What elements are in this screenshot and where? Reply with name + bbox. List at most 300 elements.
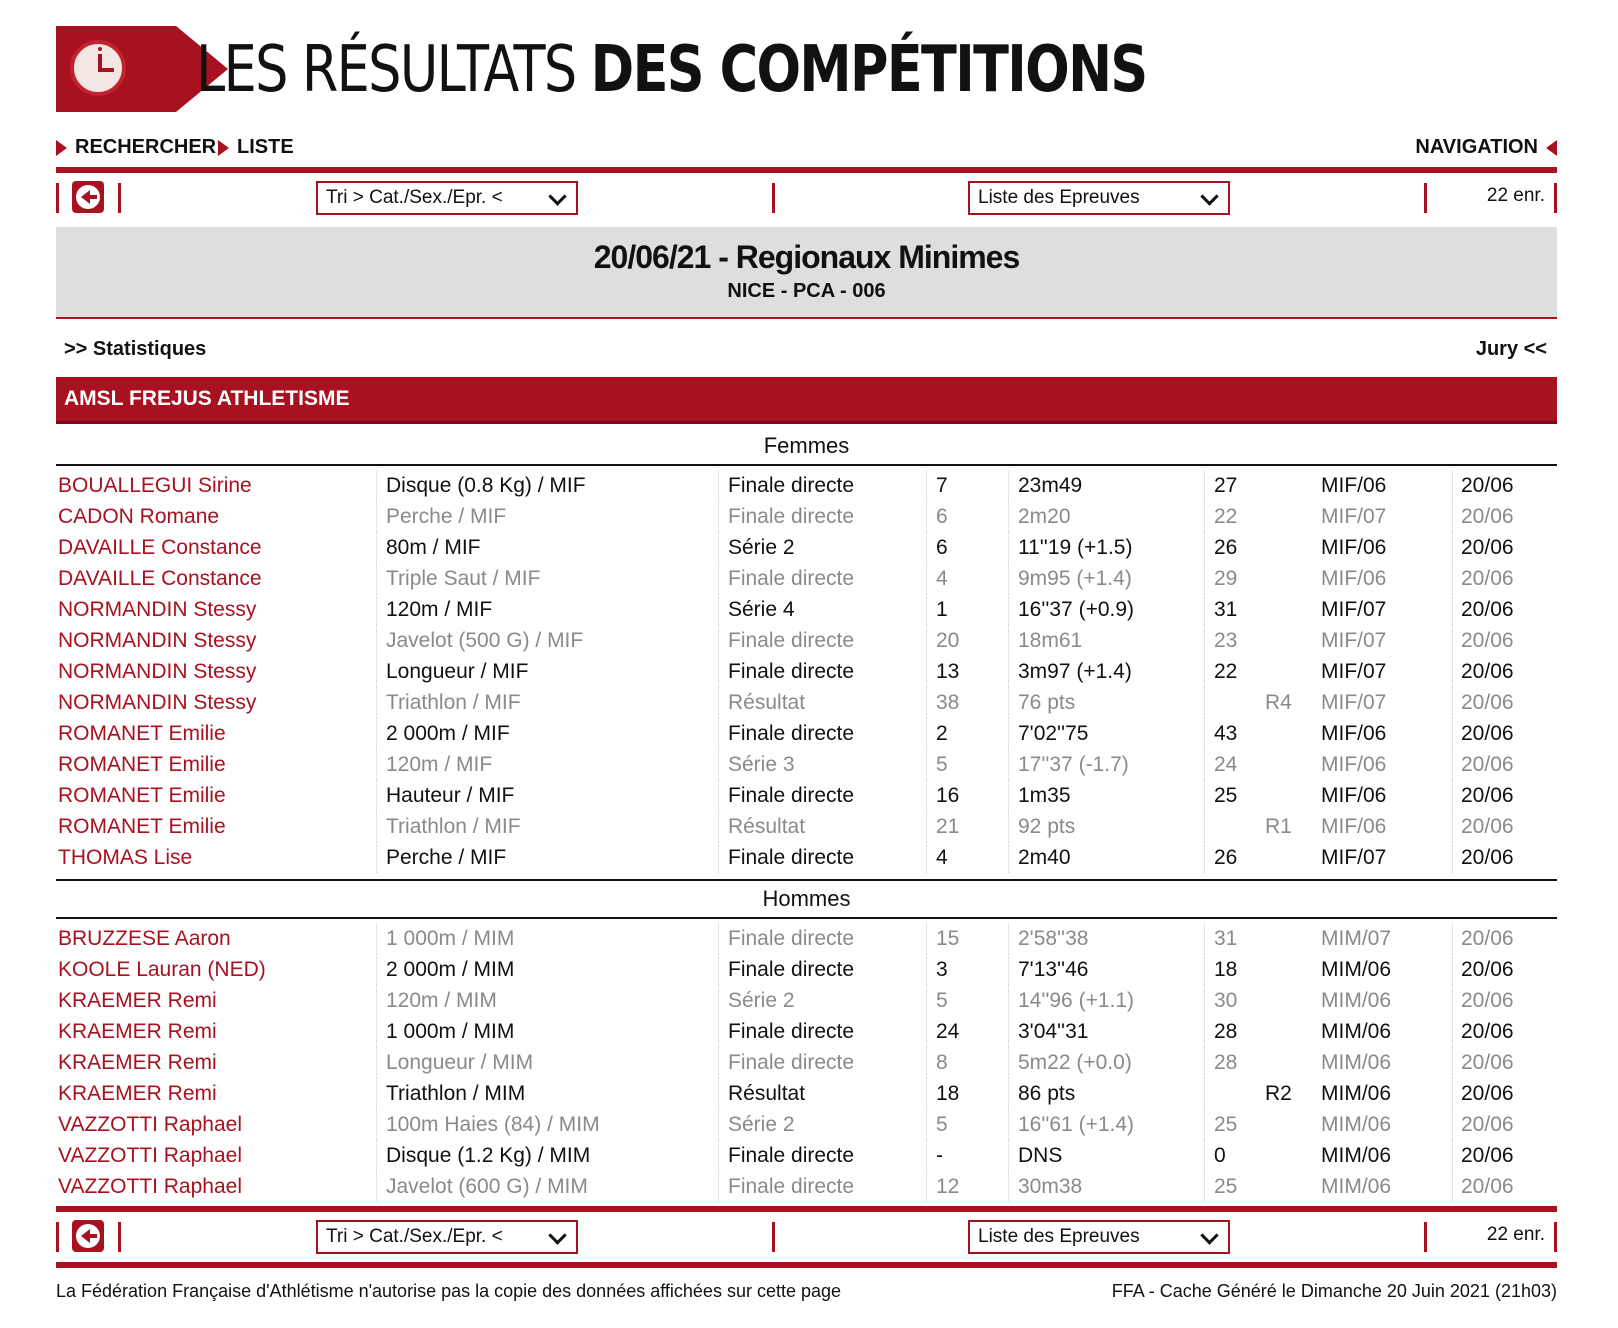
category: MIF/06 bbox=[1321, 567, 1387, 590]
table-row bbox=[56, 501, 1557, 532]
athlete-name[interactable]: KRAEMER Remi bbox=[58, 1082, 217, 1105]
toolbar-bottom-line bbox=[56, 1262, 1557, 1268]
athlete-name[interactable]: DAVAILLE Constance bbox=[58, 567, 262, 590]
category: MIF/07 bbox=[1321, 505, 1387, 528]
column-separator bbox=[718, 501, 719, 532]
round-name: Finale directe bbox=[728, 927, 855, 950]
table-row bbox=[56, 954, 1557, 985]
column-separator bbox=[926, 1016, 927, 1047]
event-name: Disque (1.2 Kg) / MIM bbox=[386, 1144, 591, 1167]
category: MIF/06 bbox=[1321, 784, 1387, 807]
athlete-name[interactable]: VAZZOTTI Raphael bbox=[58, 1175, 242, 1198]
date: 20/06 bbox=[1461, 660, 1514, 683]
event-name: 1 000m / MIM bbox=[386, 927, 515, 950]
cache-info: FFA - Cache Généré le Dimanche 20 Juin 2021 (21h03) bbox=[1111, 1281, 1557, 1301]
toolbar-divider bbox=[56, 1222, 59, 1252]
category: MIF/06 bbox=[1321, 474, 1387, 497]
table-row bbox=[56, 1078, 1557, 1109]
toolbar-divider bbox=[56, 183, 59, 213]
column-separator bbox=[1452, 625, 1453, 656]
competition-header bbox=[56, 227, 1557, 319]
event-name: 2 000m / MIM bbox=[386, 958, 515, 981]
place: 1 bbox=[936, 598, 948, 621]
column-separator bbox=[376, 501, 377, 532]
performance: 92 pts bbox=[1018, 815, 1076, 838]
place: 24 bbox=[936, 1020, 960, 1043]
column-separator bbox=[1204, 985, 1205, 1016]
event-name: 2 000m / MIF bbox=[386, 722, 510, 745]
column-separator bbox=[926, 470, 927, 501]
column-separator bbox=[1452, 985, 1453, 1016]
category: MIM/06 bbox=[1321, 1082, 1392, 1105]
table-row bbox=[56, 1016, 1557, 1047]
statistics-link[interactable]: >> Statistiques bbox=[64, 338, 207, 360]
column-separator bbox=[1204, 594, 1205, 625]
performance: 86 pts bbox=[1018, 1082, 1076, 1105]
table-row bbox=[56, 780, 1557, 811]
date: 20/06 bbox=[1461, 629, 1514, 652]
column-separator bbox=[1008, 780, 1009, 811]
athlete-name[interactable]: KRAEMER Remi bbox=[58, 989, 217, 1012]
column-separator bbox=[1204, 718, 1205, 749]
table-row bbox=[56, 563, 1557, 594]
column-separator bbox=[926, 985, 927, 1016]
column-separator bbox=[926, 811, 927, 842]
event-name: Hauteur / MIF bbox=[386, 784, 515, 807]
column-separator bbox=[1204, 625, 1205, 656]
toolbar-divider bbox=[772, 183, 775, 213]
column-separator bbox=[1204, 563, 1205, 594]
column-separator bbox=[718, 749, 719, 780]
search-link[interactable] bbox=[56, 134, 216, 160]
sort-select-bottom[interactable] bbox=[316, 1220, 578, 1254]
round-name: Finale directe bbox=[728, 958, 855, 981]
date: 20/06 bbox=[1461, 1051, 1514, 1074]
points: 25 bbox=[1214, 1175, 1238, 1198]
column-separator bbox=[718, 625, 719, 656]
toolbar-bottom bbox=[56, 1206, 1557, 1256]
event-name: 80m / MIF bbox=[386, 536, 481, 559]
column-separator bbox=[718, 1047, 719, 1078]
date: 20/06 bbox=[1461, 598, 1514, 621]
points: 0 bbox=[1214, 1144, 1226, 1167]
column-separator bbox=[1008, 1109, 1009, 1140]
table-row bbox=[56, 625, 1557, 656]
place: 21 bbox=[936, 815, 960, 838]
column-separator bbox=[1452, 501, 1453, 532]
events-select[interactable] bbox=[968, 181, 1230, 215]
round-name: Série 2 bbox=[728, 989, 795, 1012]
column-separator bbox=[1452, 656, 1453, 687]
column-separator bbox=[1204, 687, 1205, 718]
athlete-name[interactable]: NORMANDIN Stessy bbox=[58, 598, 257, 621]
event-name: Triathlon / MIF bbox=[386, 815, 521, 838]
column-separator bbox=[1452, 594, 1453, 625]
triangle-right-icon bbox=[56, 140, 67, 156]
athlete-name[interactable]: VAZZOTTI Raphael bbox=[58, 1113, 242, 1136]
column-separator bbox=[1452, 563, 1453, 594]
sort-select[interactable] bbox=[316, 181, 578, 215]
section-men: Hommes bbox=[56, 879, 1557, 919]
column-separator bbox=[1008, 1140, 1009, 1171]
column-separator bbox=[1204, 954, 1205, 985]
triangle-left-icon bbox=[1546, 140, 1557, 156]
place: 38 bbox=[936, 691, 960, 714]
performance: 5m22 (+0.0) bbox=[1018, 1051, 1132, 1074]
column-separator bbox=[376, 1140, 377, 1171]
athlete-name[interactable]: ROMANET Emilie bbox=[58, 784, 226, 807]
column-separator bbox=[718, 1140, 719, 1171]
column-separator bbox=[376, 687, 377, 718]
column-separator bbox=[376, 718, 377, 749]
ranking-code: R1 bbox=[1265, 815, 1292, 838]
place: 18 bbox=[936, 1082, 960, 1105]
column-separator bbox=[1452, 842, 1453, 873]
column-separator bbox=[1452, 470, 1453, 501]
back-arrow-icon bbox=[76, 1224, 100, 1248]
column-separator bbox=[926, 954, 927, 985]
points: 30 bbox=[1214, 989, 1238, 1012]
column-separator bbox=[718, 1171, 719, 1202]
column-separator bbox=[926, 563, 927, 594]
table-row bbox=[56, 842, 1557, 873]
column-separator bbox=[718, 532, 719, 563]
date: 20/06 bbox=[1461, 989, 1514, 1012]
performance: 30m38 bbox=[1018, 1175, 1083, 1198]
record-count: 22 enr. bbox=[1486, 185, 1545, 206]
date: 20/06 bbox=[1461, 927, 1514, 950]
performance: 23m49 bbox=[1018, 474, 1083, 497]
round-name: Finale directe bbox=[728, 474, 855, 497]
column-separator bbox=[718, 718, 719, 749]
column-separator bbox=[1452, 718, 1453, 749]
round-name: Résultat bbox=[728, 691, 806, 714]
date: 20/06 bbox=[1461, 536, 1514, 559]
back-button[interactable] bbox=[72, 181, 104, 213]
place: 7 bbox=[936, 474, 948, 497]
column-separator bbox=[1452, 1171, 1453, 1202]
column-separator bbox=[718, 954, 719, 985]
toolbar-divider bbox=[118, 1222, 121, 1252]
category: MIM/06 bbox=[1321, 958, 1392, 981]
club-header-shadow bbox=[56, 421, 1557, 424]
round-name: Résultat bbox=[728, 815, 806, 838]
event-name: Triple Saut / MIF bbox=[386, 567, 541, 590]
table-row bbox=[56, 1109, 1557, 1140]
performance: 1m35 bbox=[1018, 784, 1071, 807]
column-separator bbox=[1008, 923, 1009, 954]
column-separator bbox=[718, 780, 719, 811]
column-separator bbox=[376, 656, 377, 687]
column-separator bbox=[1008, 470, 1009, 501]
column-separator bbox=[1452, 1047, 1453, 1078]
round-name: Série 2 bbox=[728, 536, 795, 559]
points: 18 bbox=[1214, 958, 1238, 981]
athlete-name[interactable]: THOMAS Lise bbox=[58, 846, 193, 869]
athlete-name[interactable]: NORMANDIN Stessy bbox=[58, 691, 257, 714]
column-separator bbox=[1008, 1047, 1009, 1078]
column-separator bbox=[376, 470, 377, 501]
athlete-name[interactable]: NORMANDIN Stessy bbox=[58, 660, 257, 683]
back-button-bottom[interactable] bbox=[72, 1220, 104, 1252]
events-select-bottom[interactable] bbox=[968, 1220, 1230, 1254]
round-name: Finale directe bbox=[728, 660, 855, 683]
column-separator bbox=[926, 1109, 927, 1140]
column-separator bbox=[1452, 1140, 1453, 1171]
clock-icon bbox=[70, 40, 126, 96]
ranking-code: R4 bbox=[1265, 691, 1292, 714]
place: 5 bbox=[936, 989, 948, 1012]
column-separator bbox=[718, 687, 719, 718]
column-separator bbox=[1452, 811, 1453, 842]
column-separator bbox=[1452, 923, 1453, 954]
record-count-bottom: 22 enr. bbox=[1486, 1224, 1545, 1245]
performance: 16''37 (+0.9) bbox=[1018, 598, 1135, 621]
ranking-code: R2 bbox=[1265, 1082, 1292, 1105]
table-row bbox=[56, 594, 1557, 625]
table-row bbox=[56, 811, 1557, 842]
athlete-name[interactable]: BOUALLEGUI Sirine bbox=[58, 474, 252, 497]
event-name: Disque (0.8 Kg) / MIF bbox=[386, 474, 586, 497]
column-separator bbox=[1204, 1047, 1205, 1078]
navigation-link[interactable] bbox=[1415, 134, 1557, 160]
column-separator bbox=[1008, 532, 1009, 563]
toolbar-divider bbox=[1424, 183, 1427, 213]
column-separator bbox=[1204, 749, 1205, 780]
column-separator bbox=[1204, 780, 1205, 811]
points: 22 bbox=[1214, 660, 1238, 683]
column-separator bbox=[1008, 718, 1009, 749]
performance: 3'04''31 bbox=[1018, 1020, 1089, 1043]
column-separator bbox=[1204, 1109, 1205, 1140]
points: 31 bbox=[1214, 927, 1238, 950]
chevron-down-icon bbox=[548, 1226, 566, 1244]
events-select-value: Liste des Epreuves bbox=[978, 1226, 1140, 1247]
column-separator bbox=[1204, 842, 1205, 873]
title-bold: DES COMPÉTITIONS bbox=[590, 33, 1147, 107]
performance: 9m95 (+1.4) bbox=[1018, 567, 1132, 590]
competition-title: 20/06/21 - Regionaux Minimes bbox=[593, 239, 1020, 275]
event-name: Javelot (600 G) / MIM bbox=[386, 1175, 588, 1198]
date: 20/06 bbox=[1461, 567, 1514, 590]
women-results bbox=[56, 470, 1557, 873]
category: MIF/07 bbox=[1321, 846, 1387, 869]
place: 3 bbox=[936, 958, 948, 981]
column-separator bbox=[1452, 780, 1453, 811]
column-separator bbox=[376, 1078, 377, 1109]
place: 12 bbox=[936, 1175, 960, 1198]
column-separator bbox=[376, 923, 377, 954]
athlete-name[interactable]: BRUZZESE Aaron bbox=[58, 927, 231, 950]
table-row bbox=[56, 985, 1557, 1016]
search-link-label: RECHERCHER bbox=[75, 136, 217, 158]
jury-link[interactable]: Jury << bbox=[1475, 338, 1547, 360]
performance: 18m61 bbox=[1018, 629, 1083, 652]
column-separator bbox=[376, 780, 377, 811]
category: MIF/07 bbox=[1321, 660, 1387, 683]
athlete-name[interactable]: ROMANET Emilie bbox=[58, 722, 226, 745]
performance: 7'02''75 bbox=[1018, 722, 1089, 745]
athlete-name[interactable]: KRAEMER Remi bbox=[58, 1051, 217, 1074]
points: 26 bbox=[1214, 846, 1238, 869]
table-row bbox=[56, 687, 1557, 718]
date: 20/06 bbox=[1461, 1113, 1514, 1136]
points: 43 bbox=[1214, 722, 1238, 745]
round-name: Série 4 bbox=[728, 598, 795, 621]
column-separator bbox=[376, 1016, 377, 1047]
performance: 2'58''38 bbox=[1018, 927, 1089, 950]
column-separator bbox=[376, 1109, 377, 1140]
column-separator bbox=[1008, 563, 1009, 594]
column-separator bbox=[718, 470, 719, 501]
column-separator bbox=[1008, 656, 1009, 687]
events-select-value: Liste des Epreuves bbox=[978, 187, 1140, 208]
column-separator bbox=[926, 923, 927, 954]
column-separator bbox=[1008, 842, 1009, 873]
column-separator bbox=[1204, 470, 1205, 501]
place: 15 bbox=[936, 927, 960, 950]
points: 31 bbox=[1214, 598, 1238, 621]
sort-select-value: Tri > Cat./Sex./Epr. < bbox=[326, 187, 503, 208]
category: MIF/07 bbox=[1321, 629, 1387, 652]
column-separator bbox=[718, 923, 719, 954]
event-name: Triathlon / MIF bbox=[386, 691, 521, 714]
category: MIF/07 bbox=[1321, 598, 1387, 621]
column-separator bbox=[1452, 687, 1453, 718]
club-header: AMSL FREJUS ATHLETISME bbox=[56, 377, 1557, 421]
event-name: 1 000m / MIM bbox=[386, 1020, 515, 1043]
athlete-name[interactable]: VAZZOTTI Raphael bbox=[58, 1144, 242, 1167]
toolbar-divider bbox=[118, 183, 121, 213]
performance: DNS bbox=[1018, 1144, 1063, 1167]
list-link[interactable] bbox=[218, 134, 294, 160]
category: MIM/06 bbox=[1321, 1175, 1392, 1198]
column-separator bbox=[1008, 501, 1009, 532]
column-separator bbox=[1452, 749, 1453, 780]
performance: 2m40 bbox=[1018, 846, 1071, 869]
round-name: Finale directe bbox=[728, 722, 855, 745]
event-name: Javelot (500 G) / MIF bbox=[386, 629, 584, 652]
event-name: 100m Haies (84) / MIM bbox=[386, 1113, 600, 1136]
date: 20/06 bbox=[1461, 1020, 1514, 1043]
category: MIF/07 bbox=[1321, 691, 1387, 714]
athlete-name[interactable]: KRAEMER Remi bbox=[58, 1020, 217, 1043]
event-name: Perche / MIF bbox=[386, 846, 507, 869]
place: - bbox=[936, 1144, 943, 1167]
competition-subtitle: NICE - PCA - 006 bbox=[727, 280, 886, 302]
column-separator bbox=[376, 563, 377, 594]
men-results bbox=[56, 923, 1557, 1202]
athlete-name[interactable]: DAVAILLE Constance bbox=[58, 536, 262, 559]
column-separator bbox=[1008, 1078, 1009, 1109]
results-logo bbox=[56, 26, 176, 112]
points: 28 bbox=[1214, 1051, 1238, 1074]
column-separator bbox=[926, 718, 927, 749]
round-name: Finale directe bbox=[728, 1175, 855, 1198]
place: 2 bbox=[936, 722, 948, 745]
column-separator bbox=[1008, 985, 1009, 1016]
page-title bbox=[196, 30, 1147, 110]
section-women: Femmes bbox=[56, 428, 1557, 466]
column-separator bbox=[1452, 1078, 1453, 1109]
points: 26 bbox=[1214, 536, 1238, 559]
date: 20/06 bbox=[1461, 722, 1514, 745]
points: 25 bbox=[1214, 1113, 1238, 1136]
column-separator bbox=[926, 749, 927, 780]
column-separator bbox=[718, 656, 719, 687]
chevron-down-icon bbox=[1200, 1226, 1218, 1244]
chevron-down-icon bbox=[1200, 187, 1218, 205]
points: 29 bbox=[1214, 567, 1238, 590]
event-name: 120m / MIF bbox=[386, 598, 493, 621]
column-separator bbox=[718, 1109, 719, 1140]
place: 16 bbox=[936, 784, 960, 807]
column-separator bbox=[1204, 1016, 1205, 1047]
athlete-name[interactable]: NORMANDIN Stessy bbox=[58, 629, 257, 652]
column-separator bbox=[376, 1047, 377, 1078]
points: 27 bbox=[1214, 474, 1238, 497]
column-separator bbox=[376, 625, 377, 656]
category: MIM/06 bbox=[1321, 1020, 1392, 1043]
column-separator bbox=[1452, 1016, 1453, 1047]
column-separator bbox=[1008, 954, 1009, 985]
date: 20/06 bbox=[1461, 1144, 1514, 1167]
category: MIM/06 bbox=[1321, 1113, 1392, 1136]
column-separator bbox=[1008, 749, 1009, 780]
title-light: LES RÉSULTATS bbox=[196, 33, 576, 107]
column-separator bbox=[926, 842, 927, 873]
column-separator bbox=[376, 811, 377, 842]
column-separator bbox=[376, 532, 377, 563]
table-row bbox=[56, 656, 1557, 687]
round-name: Finale directe bbox=[728, 1051, 855, 1074]
column-separator bbox=[1204, 532, 1205, 563]
toolbar-divider bbox=[1554, 183, 1557, 213]
column-separator bbox=[926, 594, 927, 625]
column-separator bbox=[926, 1171, 927, 1202]
back-arrow-icon bbox=[76, 185, 100, 209]
column-separator bbox=[1008, 1016, 1009, 1047]
column-separator bbox=[718, 594, 719, 625]
athlete-name[interactable]: CADON Romane bbox=[58, 505, 220, 528]
athlete-name[interactable]: ROMANET Emilie bbox=[58, 815, 226, 838]
column-separator bbox=[1204, 501, 1205, 532]
column-separator bbox=[926, 656, 927, 687]
column-separator bbox=[1204, 1078, 1205, 1109]
column-separator bbox=[926, 1078, 927, 1109]
date: 20/06 bbox=[1461, 784, 1514, 807]
event-name: Perche / MIF bbox=[386, 505, 507, 528]
athlete-name[interactable]: KOOLE Lauran (NED) bbox=[58, 958, 266, 981]
column-separator bbox=[1204, 656, 1205, 687]
date: 20/06 bbox=[1461, 815, 1514, 838]
column-separator bbox=[718, 811, 719, 842]
column-separator bbox=[718, 563, 719, 594]
date: 20/06 bbox=[1461, 1175, 1514, 1198]
points: 28 bbox=[1214, 1020, 1238, 1043]
column-separator bbox=[1008, 687, 1009, 718]
column-separator bbox=[926, 625, 927, 656]
performance: 7'13''46 bbox=[1018, 958, 1089, 981]
column-separator bbox=[376, 954, 377, 985]
column-separator bbox=[1008, 594, 1009, 625]
athlete-name[interactable]: ROMANET Emilie bbox=[58, 753, 226, 776]
place: 5 bbox=[936, 753, 948, 776]
date: 20/06 bbox=[1461, 474, 1514, 497]
date: 20/06 bbox=[1461, 958, 1514, 981]
table-row bbox=[56, 1140, 1557, 1171]
category: MIF/06 bbox=[1321, 753, 1387, 776]
